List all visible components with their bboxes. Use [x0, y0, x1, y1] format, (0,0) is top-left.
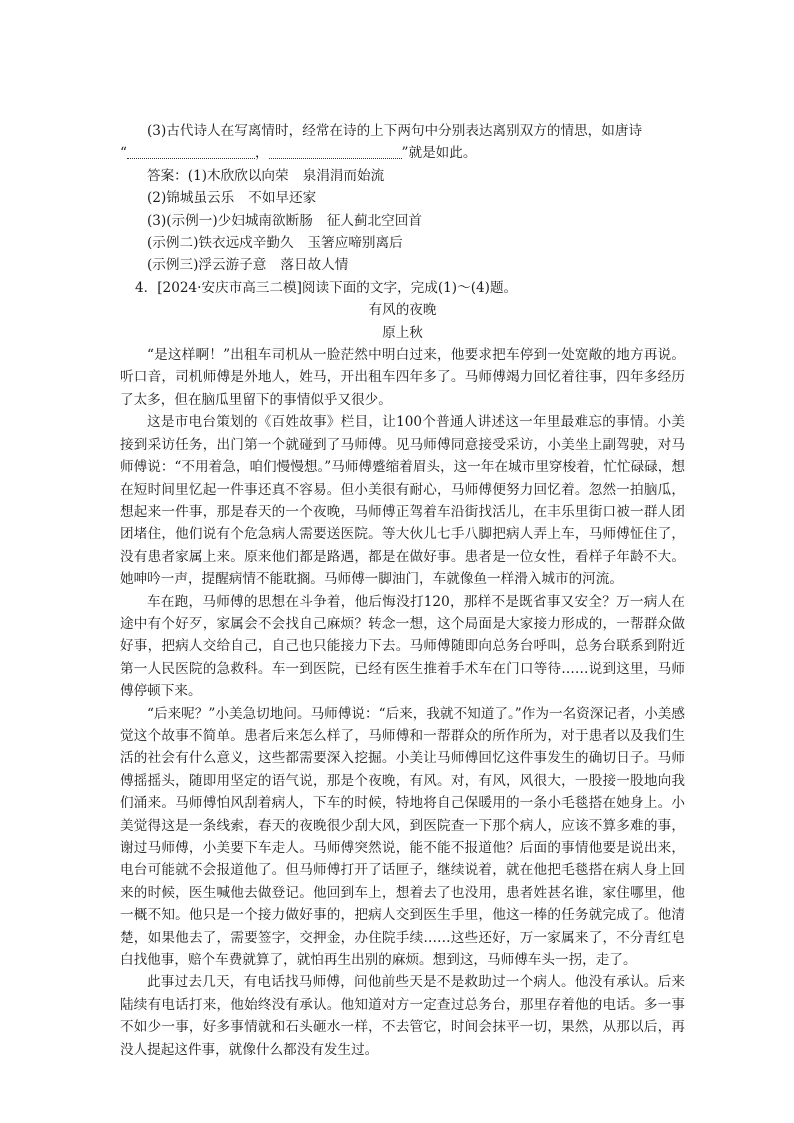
example-2-part-1: (示例二)铁衣远戍辛勤久: [147, 235, 294, 252]
answer-line-1: [120, 165, 685, 187]
answer-label: 答案：: [147, 167, 188, 184]
answer-3-part-1: (3)(示例一)少妇城南欲断肠: [147, 212, 313, 229]
answer-2-part-1: (2)锦城虽云乐: [147, 190, 235, 207]
fill-blank-1: [127, 144, 255, 159]
article-title: 有风的夜晚: [368, 302, 437, 319]
article-paragraph-2: 这是市电台策划的《百姓故事》栏目，让100个普通人讲述这一年里最难忘的事情。小美接到采访任务，出门第一个就碰到了马师傅。见马师傅同意接受采访，小美坐上副驾驶，对马师傅说：“不用着急，咱们慢慢想。”马师傅蹙缩着眉头，这一年在城市里穿梭着，忙忙碌碌，想在短时间里忆起一件事还真不容易。但小美很有耐心，马师傅便努力回忆着。忽然一拍脑瓜，想起来一件事，那是春天的一个夜晚，马师傅正驾着车沿街找活儿，在丰乐里街口被一群人团团堵住，他们说有个危急病人需要送医院。等大伙儿七手八脚把病人弄上车，马师傅怔住了，没有患者家属上来。原来他们都是路遇，都是在做好事。患者是一位女性，看样子年龄不大。她呻吟一声，提醒病情不能耽搁。马师傅一脚油门，车就像鱼一样滑入城市的河流。: [120, 414, 685, 588]
q3-prompt-line1: (3)古代诗人在写离情时，经常在诗的上下两句中分别表达离别双方的情思，如唐诗: [147, 123, 643, 139]
q3-open-quote: “: [120, 145, 127, 162]
question-4-heading: 4．[2024·安庆市高三二模]阅读下面的文字，完成(1)～(4)题。: [135, 279, 518, 296]
q3-closing: ”就是如此。: [401, 145, 477, 162]
answer-line-3: [120, 210, 685, 232]
q3-prompt-line2: [120, 142, 685, 164]
article-paragraph-1: “是这样啊！”出租车司机从一脸茫然中明白过来，他要求把车停到一处宽敞的地方再说。听口音，司机师傅是外地人，姓马，开出租车四年多了。马师傅竭力回忆着往事，四年多经历了太多，但在脑瓜里留下的事情似乎又很少。: [120, 347, 685, 408]
article-author: 原上秋: [382, 324, 423, 341]
answer-2-part-2: 不如早还家: [248, 190, 317, 207]
example-2-part-2: 玉箸应啼别离后: [307, 235, 403, 252]
q3-comma: ，: [254, 145, 269, 162]
answer-line-2: [120, 187, 685, 209]
answer-1-part-2: 泉涓涓而始流: [302, 167, 385, 184]
example-3-part-1: (示例三)浮云游子意: [147, 257, 267, 274]
example-3-part-2: 落日故人情: [280, 257, 349, 274]
answer-example-3: [120, 254, 685, 276]
article-paragraph-4: “后来呢？”小美急切地问。马师傅说：“后来，我就不知道了。”作为一名资深记者，小美感觉这个故事不简单。患者后来怎么样了，马师傅和一帮群众的所作所为，对于患者以及我们生活的社会有什么意义，这些都需要深入挖掘。小美让马师傅回忆这件事发生的确切日子。马师傅摇摇头，随即用坚定的语气说，那是个夜晚，有风。对，有风，风很大，一股接一股地向我们涌来。马师傅怕风刮着病人，下车的时候，特地将自己保暖用的一条小毛毯搭在她身上。小美觉得这是一条线索，春天的夜晚很少刮大风，到医院查一下那个病人，应该不算多难的事，谢过马师傅，小美要下车走人。马师傅突然说，能不能不报道他？后面的事情他要是说出来，电台可能就不会报道他了。但马师傅打开了话匣子，继续说着，就在他把毛毯搭在病人身上回来的时候，医生喊他去做登记。他回到车上，想着去了也没用，患者姓甚名谁，家住哪里，他一概不知。他只是一个接力做好事的，把病人交到医生手里，他这一棒的任务就完成了。他清楚，如果他去了，需要签字，交押金，办住院手续……这些还好，万一家属来了，不分青红皂白找他事，赔个车费就算了，就怕再生出别的麻烦。想到这，马师傅车头一拐，走了。: [120, 705, 685, 969]
answer-3-part-2: 征人蓟北空回首: [326, 212, 422, 229]
fill-blank-2: [269, 144, 402, 159]
answer-example-2: [120, 232, 685, 254]
article-paragraph-5: 此事过去几天，有电话找马师傅，问他前些天是不是救助过一个病人。他没有承认。后来陆续有电话打来，他始终没有承认。他知道对方一定查过总务台，那里存着他的电话。多一事不如少一事，好多事情就和石头砸水一样，不去管它，时间会抹平一切，果然，从那以后，再没人提起这件事，就像什么都没有发生过。: [120, 974, 685, 1058]
answer-1-part-1: (1)木欣欣以向荣: [187, 167, 289, 184]
document-page: [120, 120, 685, 1061]
article-paragraph-3: 车在跑，马师傅的思想在斗争着，他后悔没打120，那样不是既省事又安全？万一病人在途中有个好歹，家属会不会找自己麻烦？转念一想，这个局面是大家接力形成的，一帮群众做好事，把病人交给自己，自己也只能接力下去。马师傅随即向总务台呼叫，总务台联系到附近第一人民医院的急救科。车一到医院，已经有医生推着手术车在门口等待……说到这里，马师傅停顿下来。: [120, 593, 685, 700]
